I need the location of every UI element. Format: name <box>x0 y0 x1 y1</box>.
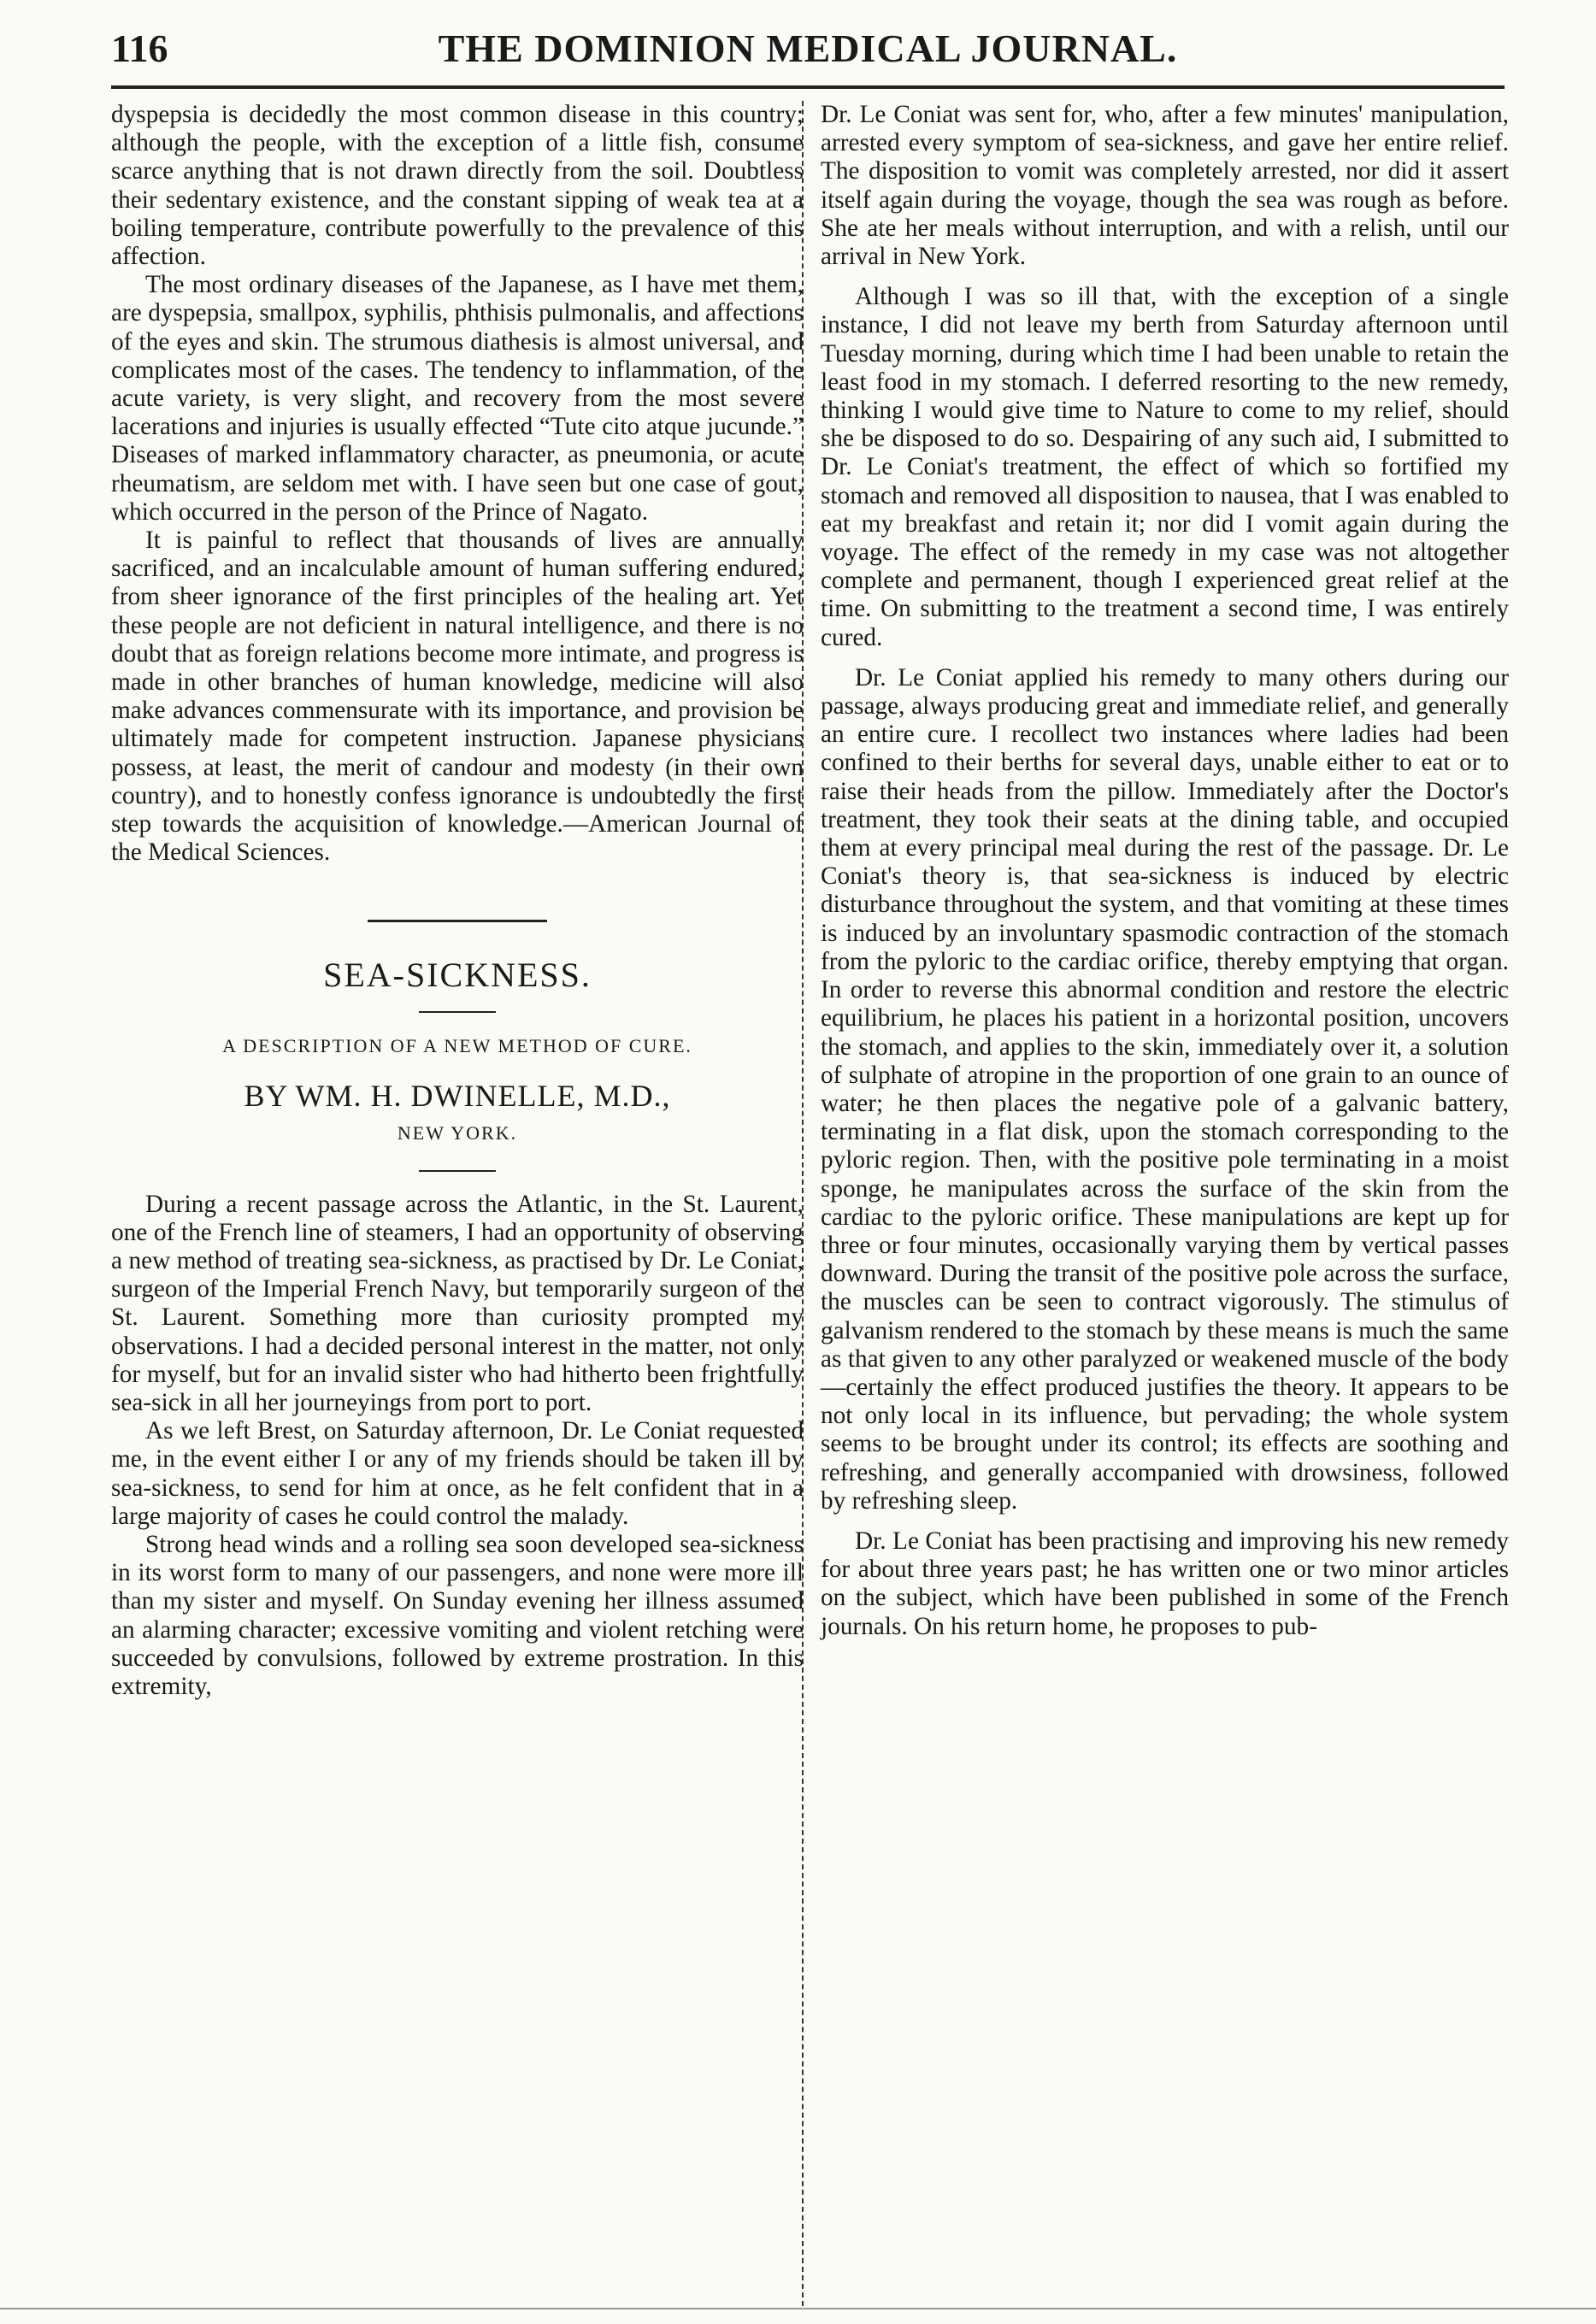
right-column <box>821 101 1509 1641</box>
page-header <box>111 26 1505 89</box>
page-bottom-rule <box>0 2308 1596 2309</box>
column-divider <box>802 101 804 2306</box>
left-column <box>111 101 804 1701</box>
journal-title: THE DOMINION MEDICAL JOURNAL. <box>438 26 1178 70</box>
left-paragraph-6: Strong head winds and a rolling sea soon developed sea-sickness in its worst form to many of our passengers, and none were more ill than my sister and myself. On Sunday evening her illness assumed an alarming character; excessive vomiting and violent retching were succeeded by convulsions, followed by extreme prostration. In this extremity, <box>111 1530 804 1700</box>
author-location: NEW YORK. <box>397 1122 518 1144</box>
right-paragraph-2: Although I was so ill that, with the exception of a single instance, I did not leave my berth from Saturday afternoon until Tuesday morning, during which time I had been unable to retain the least food in my stomach. I deferred resorting to the new remedy, thinking I would give time to Nature to come to my relief, should she be disposed to do so. Despairing of any such aid, I submitted to Dr. Le Coniat's treatment, the effect of which so fortified my stomach and removed all disposition to nausea, that I was enabled to eat my breakfast and retain it; nor did I vomit again during the voyage. The effect of the remedy in my case was not altogether complete and permanent, though I experienced great relief at the time. On submitting to the treatment a second time, I was entirely cured. <box>821 283 1509 651</box>
article-title: SEA-SICKNESS. <box>323 955 592 994</box>
right-paragraph-4: Dr. Le Coniat has been practising and improving his new remedy for about three years past; he has written one or two minor articles on the subject, which have been published in some of the French journals. On his return home, he proposes to pub- <box>821 1527 1509 1640</box>
article-author: BY WM. H. DWINELLE, M.D., <box>244 1079 671 1114</box>
byline-rule <box>419 1170 496 1172</box>
left-paragraph-3: It is painful to reflect that thousands of lives are annually sacrificed, and an incalculable amount of human suffering endured, from sheer ignorance of the first principles of the healing art. Yet these people are not deficient in natural intelligence, and there is no doubt that as foreign relations become more intimate, and progress is made in other branches of human knowledge, medicine will also make advances commensurate with its importance, and provision be ultimately made for competent instruction. Japanese physicians possess, at least, the merit of candour and modesty (in their own country), and to honestly confess ignorance is undoubtedly the first step towards the acquisition of knowledge.—American Journal of the Medical Sciences. <box>111 527 804 867</box>
article-subtitle: A DESCRIPTION OF A NEW METHOD OF CURE. <box>222 1034 692 1056</box>
page-number: 116 <box>111 26 168 70</box>
section-divider-ornament <box>111 901 804 929</box>
right-paragraph-1: Dr. Le Coniat was sent for, who, after a few minutes' manipulation, arrested every symptom of sea-sickness, and gave her entire relief. The disposition to vomit was completely arrested, nor did it assert itself again during the voyage, though the sea was rough as before. She ate her meals without interruption, and with a relish, until our arrival in New York. <box>821 101 1509 271</box>
right-paragraph-3: Dr. Le Coniat applied his remedy to many others during our passage, always producing great and immediate relief, and generally an entire cure. I recollect two instances where ladies had been confined to their berths for several days, unable either to eat or to raise their heads from the pillow. Immediately after the Doctor's treatment, they took their seats at the dining table, and occupied them at every principal meal during the rest of the passage. Dr. Le Coniat's theory is, that sea-sickness is induced by electric disturbance throughout the system, and that vomiting at these times is induced by an involuntary spasmodic contraction of the stomach from the pyloric to the cardiac orifice, thereby emptying that organ. In order to reverse this abnormal condition and restore the electric equilibrium, he places his patient in a horizontal position, uncovers the stomach, and applies to the skin, immediately over it, a solution of sulphate of atropine in the proportion of one grain to an ounce of water; he then places the negative pole of a galvanic battery, terminating in a flat disk, upon the stomach corresponding to the pyloric region. Then, with the positive pole terminating in a moist sponge, he manipulates across the surface of the skin from the cardiac to the pyloric orifice. These manipulations are kept up for three or four minutes, occasionally varying them by vertical passes downward. During the transit of the positive pole across the surface, the muscles can be seen to contract vigorously. The stimulus of galvanism rendered to the stomach by these means is much the same as that given to any other paralyzed or weakened muscle of the body—certainly the effect produced justifies the theory. It appears to be not only local in its influence, but pervading; the whole system seems to be brought under its control; its effects are soothing and refreshing, and generally accompanied with drowsiness, followed by refreshing sleep. <box>821 663 1509 1515</box>
left-paragraph-1: dyspepsia is decidedly the most common disease in this country; although the people, with the exception of a little fish, consume scarce anything that is not drawn directly from the soil. Doubtless their sedentary existence, and the constant sipping of weak tea at a boiling temperature, contribute powerfully to the prevalence of this affection. <box>111 101 804 271</box>
title-rule <box>419 1011 496 1013</box>
left-paragraph-2: The most ordinary diseases of the Japanese, as I have met them, are dyspepsia, smallpox, syphilis, phthisis pulmonalis, and affections of the eyes and skin. The strumous diathesis is almost universal, and complicates most of the cases. The tendency to inflammation, of the acute variety, is very slight, and recovery from the most severe lacerations and injuries is usually effected “Tute cito atque jucunde.” Diseases of marked inflammatory character, as pneumonia, or acute rheumatism, are seldom met with. I have seen but one case of gout, which occurred in the person of the Prince of Nagato. <box>111 271 804 526</box>
left-paragraph-4: During a recent passage across the Atlantic, in the St. Laurent, one of the French line of steamers, I had an opportunity of observing a new method of treating sea-sickness, as practised by Dr. Le Coniat, surgeon of the Imperial French Navy, but temporarily surgeon of the St. Laurent. Something more than curiosity prompted my observations. I had a decided personal interest in the matter, not only for myself, but for an invalid sister who had hitherto been frightfully sea-sick in all her journeyings from port to port. <box>111 1190 804 1416</box>
left-paragraph-5: As we left Brest, on Saturday afternoon, Dr. Le Coniat requested me, in the event either I or any of my friends should be taken ill by sea-sickness, to send for him at once, as he felt confident that in a large majority of cases he could control the malady. <box>111 1417 804 1530</box>
